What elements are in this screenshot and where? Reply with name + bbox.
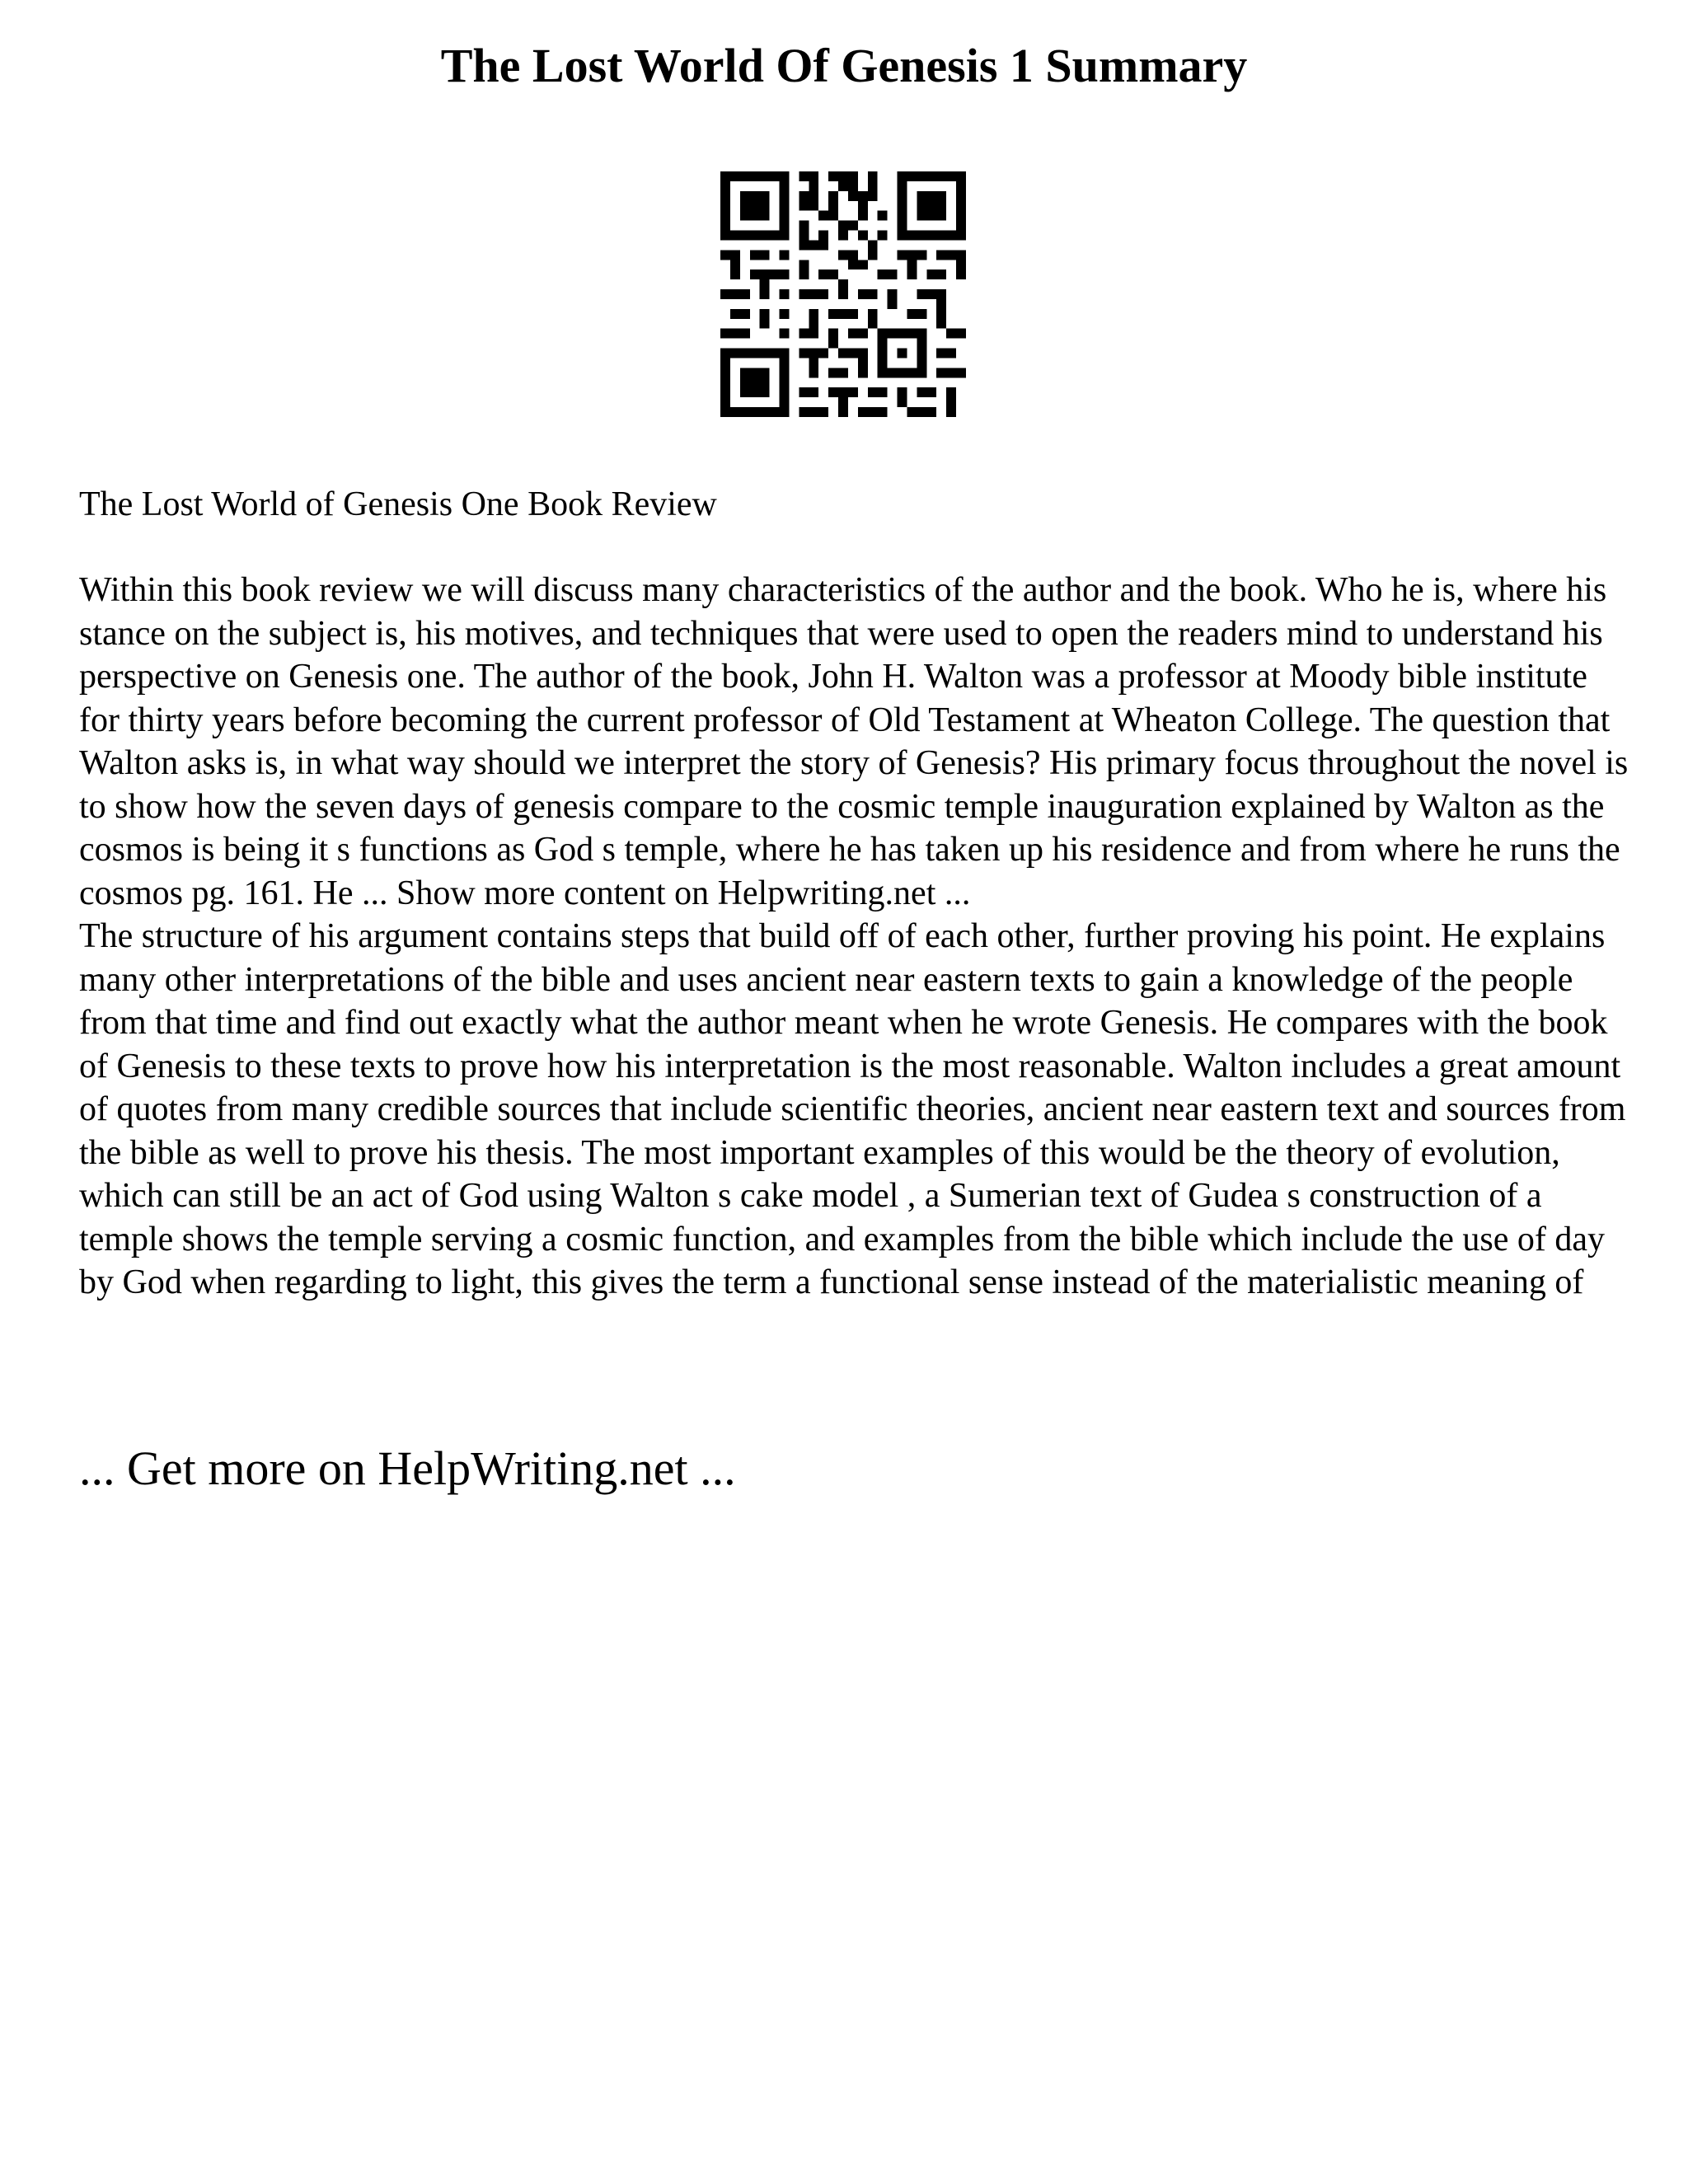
review-body xyxy=(79,569,1629,1305)
paragraph: Within this book review we will discuss many characteristics of the author and the book. Who he is, where his stance on the subject is, his motives, and techniques that were used to open the readers mind to understand his perspective on Genesis one. The author of the book, John H. Walton was a professor at Moody bible institute for thirty years before becoming the current professor of Old Testament at Wheaton College. The question that Walton asks is, in what way should we interpret the story of Genesis? His primary focus throughout the novel is to show how the seven days of genesis compare to the cosmic temple inauguration explained by Walton as the cosmos is being it s functions as God s temple, where he has taken up his residence and from where he runs the cosmos pg. 161. He ... Show more content on Helpwriting.net ... xyxy=(79,571,1629,912)
review-subtitle: The Lost World of Genesis One Book Review xyxy=(79,485,717,523)
qr-code-icon xyxy=(720,171,966,417)
get-more-link[interactable]: ... Get more on HelpWriting.net ... xyxy=(79,1441,736,1495)
page-title: The Lost World Of Genesis 1 Summary xyxy=(440,39,1248,92)
paragraph: The structure of his argument contains steps that build off of each other, further proving his point. He explains many other interpretations of the bible and uses ancient near eastern texts to gain a knowledge of the people from that time and find out exactly what the author meant when he wrote Genesis. He compares with the book of Genesis to these texts to prove how his interpretation is the most reasonable. Walton includes a great amount of quotes from many credible sources that include scientific theories, ancient near eastern text and sources from the bible as well to prove his thesis. The most important examples of this would be the theory of evolution, which can still be an act of God using Walton s cake model , a Sumerian text of Gudea s construction of a temple shows the temple serving a cosmic function, and examples from the bible which include the use of day by God when regarding to light, this gives the term a functional sense instead of the materialistic meaning of xyxy=(79,917,1626,1301)
